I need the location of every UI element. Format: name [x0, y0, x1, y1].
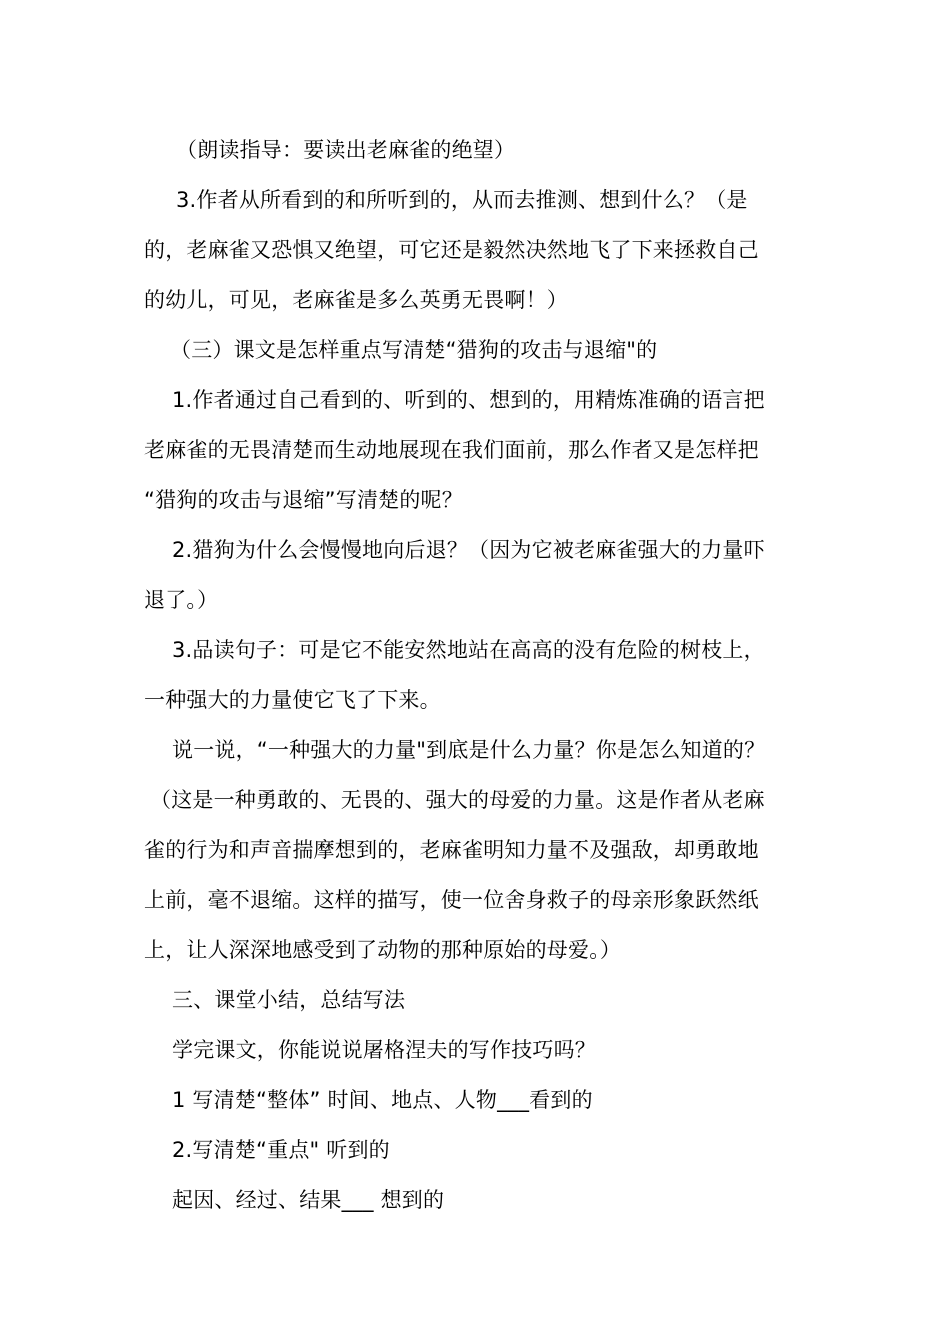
text-line: 的，老麻雀又恐惧又绝望，可它还是毅然决然地飞了下来拯救自己 — [144, 238, 759, 262]
text-line: 上，让人深深地感受到了动物的那种原始的母爱。） — [144, 938, 622, 962]
text-line: 上前，毫不退缩。这样的描写，使一位舍身救子的母亲形象跃然纸 — [144, 888, 759, 912]
text-line: 说一说，“一种强大的力量"到底是什么力量？你是怎么知道的？ — [172, 738, 766, 762]
text-line: 2.猎狗为什么会慢慢地向后退？（因为它被老麻雀强大的力量吓 — [172, 538, 765, 562]
text-line: 起因、经过、结果___ 想到的 — [172, 1188, 445, 1212]
text-line: “猎狗的攻击与退缩”写清楚的呢？ — [144, 488, 463, 512]
text-line: 学完课文，你能说说屠格涅夫的写作技巧吗？ — [172, 1038, 596, 1062]
text-line: 1.作者通过自己看到的、听到的、想到的，用精炼准确的语言把 — [172, 388, 765, 412]
text-line: 的幼儿，可见，老麻雀是多么英勇无畏啊！） — [144, 288, 568, 312]
section-heading: （三）课文是怎样重点写清楚“猎狗的攻击与退缩"的 — [170, 338, 658, 362]
text-line: 3.作者从所看到的和所听到的，从而去推测、想到什么？（是 — [176, 188, 748, 212]
text-line: （这是一种勇敢的、无畏的、强大的母爱的力量。这是作者从老麻 — [150, 788, 765, 812]
text-line: 老麻雀的无畏清楚而生动地展现在我们面前，那么作者又是怎样把 — [144, 438, 759, 462]
text-line: （朗读指导：要读出老麻雀的绝望） — [176, 138, 516, 162]
text-line: 雀的行为和声音揣摩想到的，老麻雀明知力量不及强敌，却勇敢地 — [144, 838, 759, 862]
text-line: 2.写清楚“重点" 听到的 — [172, 1138, 390, 1162]
text-line: 退了。） — [144, 588, 219, 612]
section-heading: 三、课堂小结，总结写法 — [172, 988, 406, 1012]
text-line: 3.品读句子：可是它不能安然地站在高高的没有危险的树枝上， — [172, 638, 765, 662]
text-line: 1 写清楚“整体” 时间、地点、人物___看到的 — [172, 1088, 593, 1112]
text-line: 一种强大的力量使它飞了下来。 — [144, 688, 441, 712]
